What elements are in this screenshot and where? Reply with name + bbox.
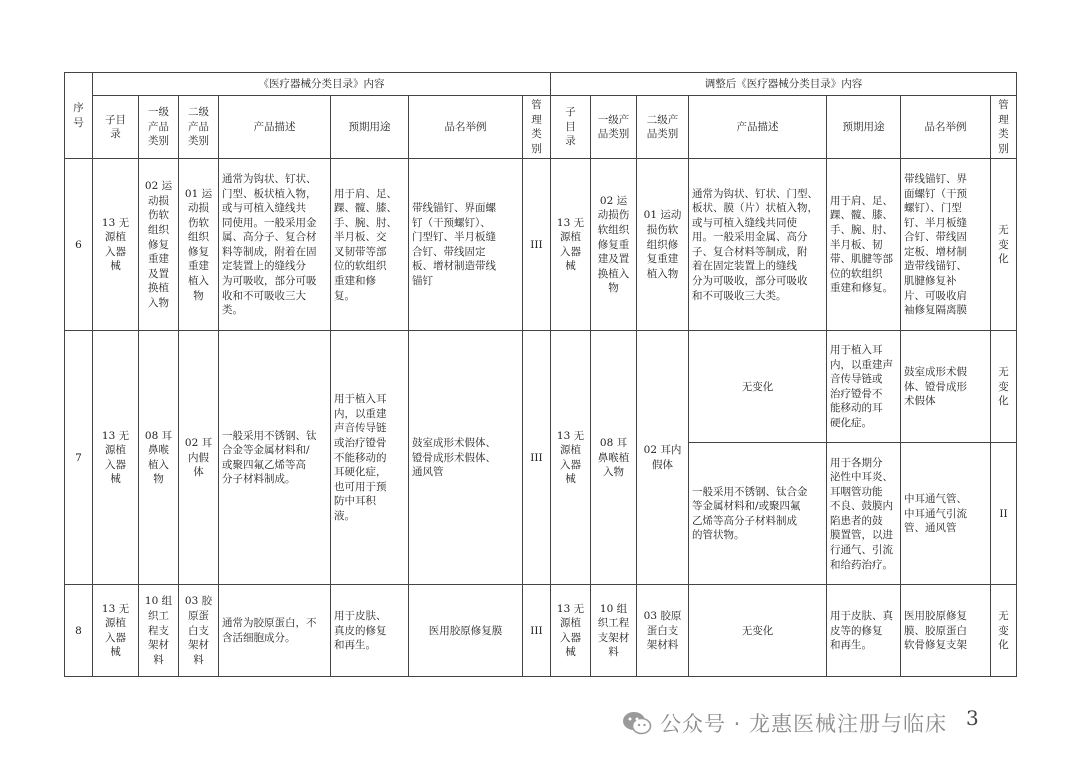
row8-right-subdir: 13 无 源植 入器 械 (551, 585, 591, 677)
row8-right-examples: 医用胶原修复 膜、胶原蛋白 软骨修复支架 (901, 585, 991, 677)
left-col-cat1: 一级 产品 类别 (139, 96, 179, 159)
watermark-text: 公众号 · 龙惠医械注册与临床 (660, 712, 948, 736)
right-group-header: 调整后《医疗器械分类目录》内容 (551, 73, 1017, 96)
row8-left-cat1: 10 组 织工 程支 架材 料 (139, 585, 179, 677)
row7-right-subdir: 13 无 源植 入器 械 (551, 331, 591, 585)
row7-seq: 7 (65, 331, 93, 585)
row6-right-cat2: 01 运动 损伤软 组织修 复重建 植入物 (637, 159, 689, 331)
right-col-cat2: 二级产 品类别 (637, 96, 689, 159)
row7-left-examples: 鼓室成形术假体、 镫骨成形术假体、 通风管 (409, 331, 523, 585)
table-row-8 (65, 585, 1017, 677)
row6-right-examples: 带线锚钉、界 面螺钉（干预 螺钉）、门型 钉、半月板缝 合钉、带线固 定板、增材制 造带线锚钉、 肌腱修复补 片、可吸收肩 袖修复隔离膜 (901, 159, 991, 331)
row7-left-use: 用于植入耳 内，以重建 声音传导链 或治疗镫骨 不能移动的 耳硬化症， 也可用于预 防中耳积 液。 (331, 331, 409, 585)
right-col-examples: 品名举例 (901, 96, 991, 159)
row7a-right-examples: 鼓室成形术假 体、镫骨成形 术假体 (901, 331, 991, 443)
right-col-class: 管 理 类 别 (991, 96, 1017, 159)
row7-right-cat1: 08 耳 鼻喉植 入物 (591, 331, 637, 585)
row7b-right-use: 用于各期分 泌性中耳炎、 耳咽管功能 不良、鼓膜内 陷患者的鼓 膜置管，以进 行通气、引流 和给药治疗。 (827, 443, 901, 585)
row6-right-subdir: 13 无 源植 入器 械 (551, 159, 591, 331)
row6-right-class: 无 变 化 (991, 159, 1017, 331)
row8-left-cat2: 03 胶 原蛋 白支 架材 料 (179, 585, 219, 677)
row8-right-class: 无 变 化 (991, 585, 1017, 677)
row8-left-examples: 医用胶原修复膜 (409, 585, 523, 677)
row7-left-desc: 一般采用不锈钢、钛 合金等金属材料和/ 或聚四氟乙烯等高 分子材料制成。 (219, 331, 331, 585)
row8-left-class: III (523, 585, 551, 677)
row6-left-cat2: 01 运 动损 伤软 组织 修复 重建 植入 物 (179, 159, 219, 331)
row6-left-class: III (523, 159, 551, 331)
table-row-7a (65, 331, 1017, 443)
left-col-examples: 品名举例 (409, 96, 523, 159)
row6-left-desc: 通常为钩状、钉状、 门型、板状植入物， 或与可植入缝线共 同使用。一般采用金 属、高分子、复合材 料等制成，附着在固 定装置上的缝线分 为可吸收，部分可吸 收和不可吸收三大 类。 (219, 159, 331, 331)
row8-left-desc: 通常为胶原蛋白，不 含活细胞成分。 (219, 585, 331, 677)
row8-seq: 8 (65, 585, 93, 677)
left-col-class: 管 理 类 别 (523, 96, 551, 159)
right-col-use: 预期用途 (827, 96, 901, 159)
table-row-6 (65, 159, 1017, 331)
row6-right-desc: 通常为钩状、钉状、门型、 板状、膜（片）状植入物， 或与可植入缝线共同使 用。一般采用金属、高分 子、复合材料等制成，附 着在固定装置上的缝线 分为可吸收，部分可吸收 和不可吸收三大类。 (689, 159, 827, 331)
row8-left-use: 用于皮肤、 真皮的修复 和再生。 (331, 585, 409, 677)
row7b-right-desc: 一般采用不锈钢、钛合金 等金属材料和/或聚四氟 乙烯等高分子材料制成 的管状物。 (689, 443, 827, 585)
row8-left-subdir: 13 无 源植 入器 械 (93, 585, 139, 677)
row7-left-class: III (523, 331, 551, 585)
right-col-subdir: 子 目 录 (551, 96, 591, 159)
wechat-watermark (622, 706, 947, 740)
row6-seq: 6 (65, 159, 93, 331)
page-number: 3 (966, 706, 979, 730)
row8-right-cat2: 03 胶原 蛋白支 架材料 (637, 585, 689, 677)
row8-right-cat1: 10 组 织工程 支架材 料 (591, 585, 637, 677)
header-row-columns (65, 96, 1017, 159)
row7b-right-examples: 中耳通气管、 中耳通气引流 管、通风管 (901, 443, 991, 585)
wechat-icon (622, 710, 652, 736)
seq-header: 序 号 (65, 73, 93, 159)
row7a-right-use: 用于植入耳 内，以重建声 音传导链或 治疗镫骨不 能移动的耳 硬化症。 (827, 331, 901, 443)
row7a-right-class: 无 变 化 (991, 331, 1017, 443)
row7-right-cat2: 02 耳内 假体 (637, 331, 689, 585)
row6-left-subdir: 13 无 源植 入器 械 (93, 159, 139, 331)
header-row-group (65, 73, 1017, 96)
row6-right-use: 用于肩、足、 踝、髋、膝、 手、腕、肘、 半月板、韧 带、肌腱等部 位的软组织 重建和修复。 (827, 159, 901, 331)
row7-left-subdir: 13 无 源植 入器 械 (93, 331, 139, 585)
right-col-cat1: 一级产 品类别 (591, 96, 637, 159)
row8-right-use: 用于皮肤、真 皮等的修复 和再生。 (827, 585, 901, 677)
left-group-header: 《医疗器械分类目录》内容 (93, 73, 551, 96)
right-col-desc: 产品描述 (689, 96, 827, 159)
row6-left-cat1: 02 运 动损 伤软 组织 修复 重建 及置 换植 入物 (139, 159, 179, 331)
row7b-right-class: II (991, 443, 1017, 585)
row6-left-use: 用于肩、足、 踝、髋、膝、 手、腕、肘、 半月板、交 叉韧带等部 位的软组织 重建和修 复。 (331, 159, 409, 331)
row7-left-cat1: 08 耳 鼻喉 植入 物 (139, 331, 179, 585)
left-col-use: 预期用途 (331, 96, 409, 159)
left-col-desc: 产品描述 (219, 96, 331, 159)
left-col-cat2: 二级 产品 类别 (179, 96, 219, 159)
row7a-right-desc: 无变化 (689, 331, 827, 443)
left-col-subdir: 子目 录 (93, 96, 139, 159)
row6-left-examples: 带线锚钉、界面螺 钉（干预螺钉）、 门型钉、半月板缝 合钉、带线固定 板、增材制造带线 锚钉 (409, 159, 523, 331)
classification-table (64, 72, 1017, 677)
row8-right-desc: 无变化 (689, 585, 827, 677)
row7-left-cat2: 02 耳 内假 体 (179, 331, 219, 585)
row6-right-cat1: 02 运 动损伤 软组织 修复重 建及置 换植入 物 (591, 159, 637, 331)
